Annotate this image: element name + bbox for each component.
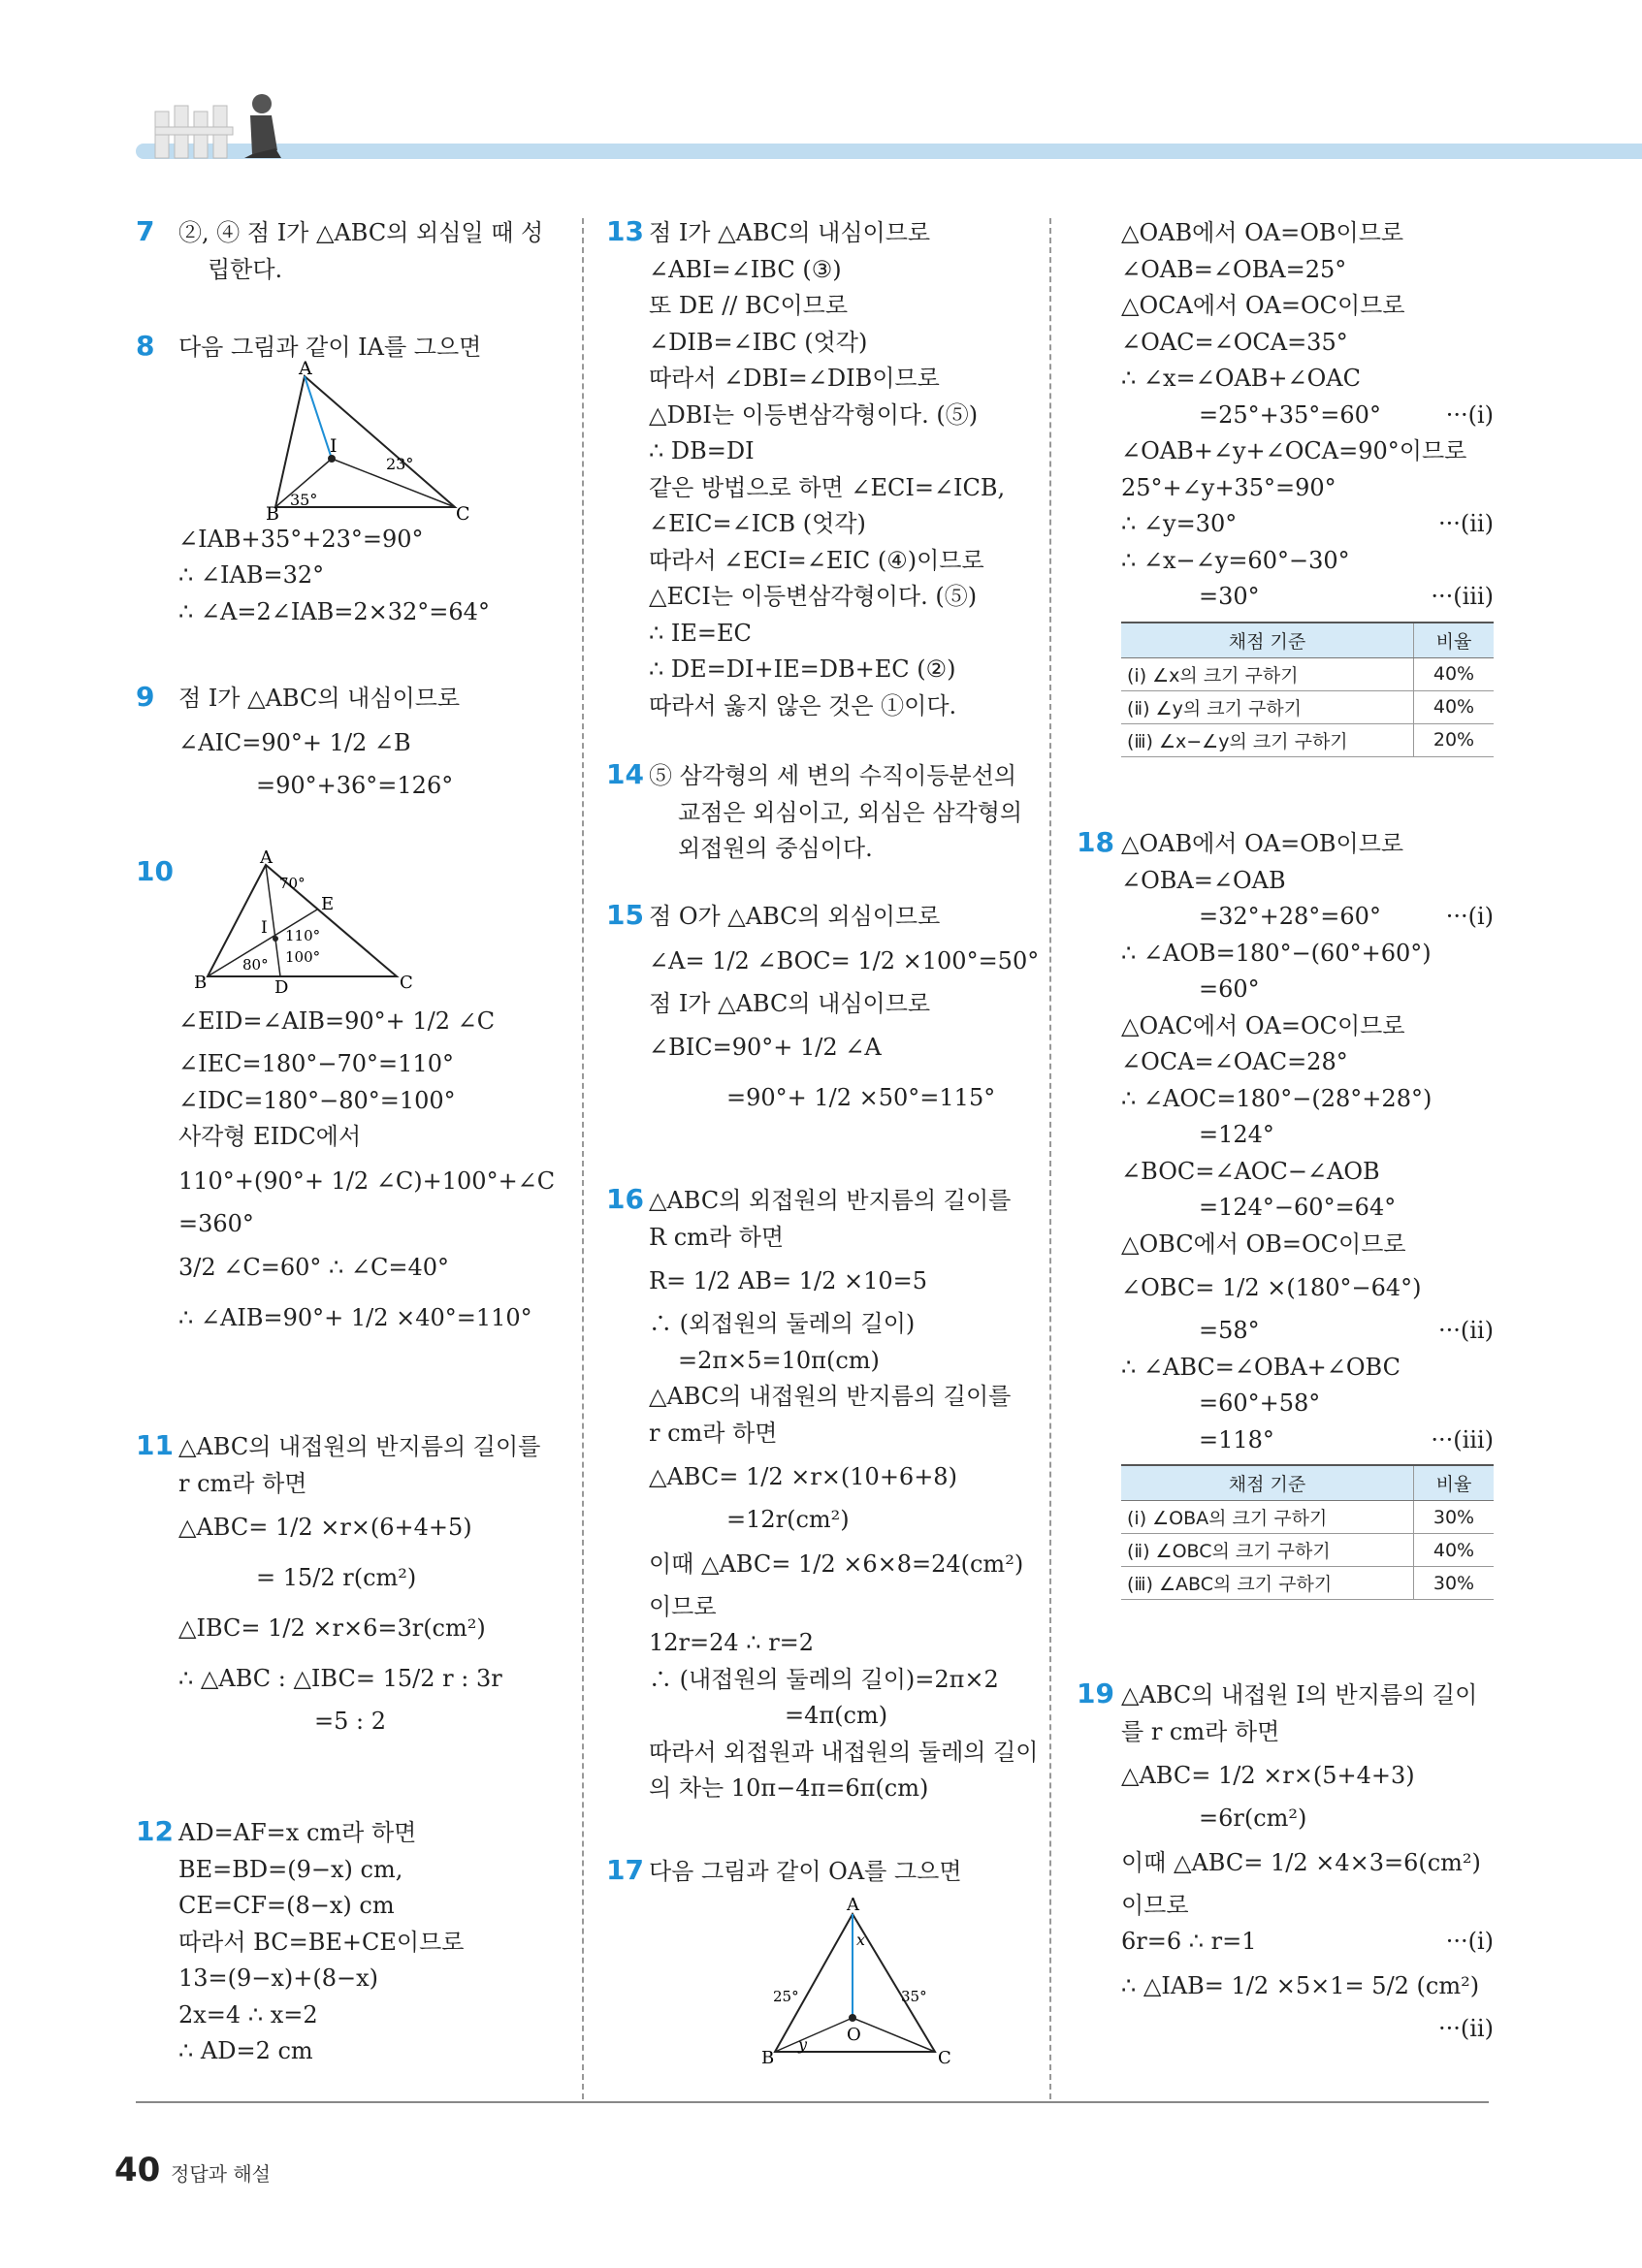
solution-line: =360° <box>178 1209 254 1237</box>
solution-line: ∴ ∠AOC=180°−(28°+28°) <box>1121 1084 1433 1112</box>
score-mark: ···(ⅲ) <box>1431 1425 1494 1453</box>
solution-line: 따라서 ∠ECI=∠EIC (④)이므로 <box>649 546 984 574</box>
solution-line: 이때 △ABC= 1/2 ×4×3=6(cm²) <box>1121 1848 1481 1876</box>
solution-line: ∴ (내접원의 둘레의 길이)=2π×2 <box>649 1665 999 1693</box>
angle-label: 23° <box>386 454 414 473</box>
vertex-label: I <box>261 918 268 938</box>
header-illustration <box>155 92 301 160</box>
vertex-label: E <box>321 894 335 914</box>
vertex-label: A <box>260 847 273 868</box>
solution-line: 다음 그림과 같이 IA를 그으면 <box>178 334 482 361</box>
score-mark: ···(ⅱ) <box>1438 510 1494 537</box>
solution-line: R= 1/2 AB= 1/2 ×10=5 <box>649 1267 928 1294</box>
vertex-label: A <box>299 357 312 379</box>
score-mark: ···(ⅱ) <box>1438 1317 1494 1344</box>
triangle-figure-10 <box>188 847 413 998</box>
solution-line: =5 : 2 <box>314 1708 386 1735</box>
triangle-figure-8 <box>266 357 479 525</box>
solution-line: ∠AIC=90°+ 1/2 ∠B <box>178 728 411 756</box>
solution-line: ∠EID=∠AIB=90°+ 1/2 ∠C <box>178 1007 496 1035</box>
solution-line: ∴ (외접원의 둘레의 길이) <box>649 1310 916 1337</box>
solution-line: 교점은 외심이고, 외심은 삼각형의 <box>678 798 1023 826</box>
problem-number: 10 <box>136 855 174 887</box>
problem-17-continued <box>1077 215 1494 757</box>
solution-line: 이므로 <box>1121 1891 1189 1919</box>
solution-line: 점 O가 △ABC의 외심이므로 <box>649 903 941 930</box>
page-label: 정답과 해설 <box>171 2162 271 2186</box>
problem-16 <box>606 1183 1039 1807</box>
solution-line: BE=BD=(9−x) cm, <box>178 1855 403 1883</box>
problem-number: 18 <box>1077 826 1114 858</box>
problem-13 <box>606 215 1023 724</box>
problem-8 <box>136 330 563 630</box>
solution-line: △OBC에서 OB=OC이므로 <box>1121 1230 1406 1258</box>
score-mark: ···(ⅰ) <box>1445 1928 1494 1955</box>
solution-line: 립한다. <box>208 255 283 283</box>
vertex-label: C <box>400 973 413 993</box>
solution-line: ∴ DE=DI+IE=DB+EC (②) <box>649 655 956 683</box>
solution-line: =60° <box>1199 975 1260 1003</box>
solution-line: 또 DE // BC이므로 <box>649 292 849 319</box>
solution-line: r cm라 하면 <box>178 1469 307 1497</box>
solution-line: ∴ IE=EC <box>649 619 752 647</box>
table-row: (ⅰ) ∠x의 크기 구하기 40% <box>1121 657 1494 690</box>
solution-line: =4π(cm) <box>785 1702 888 1729</box>
table-row: (ⅲ) ∠ABC의 크기 구하기 30% <box>1121 1567 1494 1600</box>
solution-line: 3/2 ∠C=60° ∴ ∠C=40° <box>178 1254 450 1281</box>
solution-line: △ABC의 외접원의 반지름의 길이를 <box>649 1187 1012 1214</box>
scoring-table-17 <box>1121 622 1494 757</box>
solution-line: CE=CF=(8−x) cm <box>178 1892 395 1919</box>
angle-label: x <box>856 1930 866 1949</box>
table-header: 채점 기준 <box>1121 623 1414 658</box>
table-header: 비율 <box>1414 623 1495 658</box>
solution-line: ∠IEC=180°−70°=110° <box>178 1050 454 1077</box>
vertex-label: B <box>266 502 279 525</box>
score-mark: ···(ⅱ) <box>1438 2014 1494 2042</box>
problem-17 <box>606 1854 1023 2066</box>
solution-line: R cm라 하면 <box>649 1223 785 1251</box>
solution-line: =30° <box>1199 583 1260 610</box>
solution-line: ∠EIC=∠ICB (엇각) <box>649 510 866 537</box>
solution-line: =118° <box>1199 1425 1274 1453</box>
solution-line: ∠BOC=∠AOC−∠AOB <box>1121 1157 1380 1185</box>
table-row: (ⅱ) ∠OBC의 크기 구하기 40% <box>1121 1534 1494 1567</box>
table-header: 채점 기준 <box>1121 1465 1414 1501</box>
solution-line: =124° <box>1199 1121 1274 1148</box>
solution-line: ∴ ∠A=2∠IAB=2×32°=64° <box>178 597 490 625</box>
problem-12 <box>136 1815 563 2070</box>
solution-line: ∠ABI=∠IBC (③) <box>649 255 842 283</box>
solution-line: =90°+ 1/2 ×50°=115° <box>726 1084 996 1111</box>
vertex-label: A <box>847 1894 859 1915</box>
score-mark: ···(ⅰ) <box>1445 903 1494 930</box>
solution-line: ∠OBA=∠OAB <box>1121 866 1286 894</box>
solution-line: 를 r cm라 하면 <box>1121 1717 1280 1745</box>
vertex-label: B <box>761 2047 775 2068</box>
angle-label: y <box>798 2034 808 2054</box>
score-mark: ···(ⅰ) <box>1445 400 1494 429</box>
solution-line: ∴ DB=DI <box>649 437 755 464</box>
solution-line: 외접원의 중심이다. <box>678 835 873 862</box>
solution-line: =32°+28°=60° <box>1199 903 1381 930</box>
solution-line: ∠A= 1/2 ∠BOC= 1/2 ×100°=50° <box>649 946 1040 974</box>
solution-line: 6r=6 ∴ r=1 <box>1121 1928 1257 1955</box>
page-number: 40 <box>114 2151 161 2189</box>
solution-line: 따라서 ∠DBI=∠DIB이므로 <box>649 365 940 392</box>
vertex-label: O <box>847 2024 861 2045</box>
angle-label: 35° <box>290 490 318 509</box>
solution-line: 점 I가 △ABC의 내심이므로 <box>649 219 931 246</box>
solution-line: =12r(cm²) <box>726 1506 850 1533</box>
solution-line: =25°+35°=60° <box>1199 400 1381 429</box>
vertex-label: C <box>456 502 470 525</box>
scoring-table-18 <box>1121 1464 1494 1600</box>
solution-line: 다음 그림과 같이 OA를 그으면 <box>649 1858 962 1885</box>
problem-19 <box>1077 1677 1494 2047</box>
table-row: (ⅲ) ∠x−∠y의 크기 구하기 20% <box>1121 723 1494 756</box>
solution-line: 따라서 BC=BE+CE이므로 <box>178 1928 465 1956</box>
solution-line: △ABC= 1/2 ×r×(6+4+5) <box>178 1514 472 1541</box>
angle-label: 70° <box>279 875 306 892</box>
score-mark: ···(ⅲ) <box>1431 583 1494 610</box>
table-row: (ⅱ) ∠y의 크기 구하기 40% <box>1121 690 1494 723</box>
solution-line: 점 I가 △ABC의 내심이므로 <box>178 685 461 712</box>
angle-label: 35° <box>901 1987 927 2005</box>
table-header: 비율 <box>1414 1465 1495 1501</box>
problem-number: 13 <box>606 215 644 247</box>
problem-number: 17 <box>606 1854 644 1886</box>
problem-number: 14 <box>606 758 644 790</box>
solution-line: △DBI는 이등변삼각형이다. (⑤) <box>649 400 979 429</box>
solution-line: ∴ △IAB= 1/2 ×5×1= 5/2 (cm²) <box>1121 1971 1480 1999</box>
problem-15 <box>606 899 1040 1123</box>
solution-line: ∴ ∠x−∠y=60°−30° <box>1121 546 1350 574</box>
solution-line: 따라서 옳지 않은 것은 ①이다. <box>649 691 957 719</box>
solution-line: △OAC에서 OA=OC이므로 <box>1121 1011 1405 1039</box>
problem-10 <box>136 847 563 1343</box>
table-row: (ⅰ) ∠OBA의 크기 구하기 30% <box>1121 1501 1494 1534</box>
solution-line: = 15/2 r(cm²) <box>256 1564 417 1591</box>
problem-number: 12 <box>136 1815 174 1847</box>
vertex-label: B <box>194 973 208 993</box>
problem-7 <box>136 215 563 288</box>
solution-line: =6r(cm²) <box>1199 1805 1307 1832</box>
solution-line: ∴ ∠ABC=∠OBA+∠OBC <box>1121 1353 1401 1381</box>
solution-line: ②, ④ 점 I가 △ABC의 외심일 때 성 <box>178 219 544 246</box>
triangle-figure-17 <box>756 1894 969 2068</box>
solution-line: △ABC= 1/2 ×r×(10+6+8) <box>649 1463 957 1490</box>
solution-line: =60°+58° <box>1199 1390 1321 1417</box>
solution-line: 110°+(90°+ 1/2 ∠C)+100°+∠C <box>178 1166 556 1195</box>
problem-9 <box>136 681 563 804</box>
solution-line: 사각형 EIDC에서 <box>178 1123 362 1150</box>
problem-number: 16 <box>606 1183 644 1215</box>
solution-line: 이므로 <box>649 1592 717 1620</box>
column-divider <box>1049 218 1051 2099</box>
solution-line: ∴ ∠x=∠OAB+∠OAC <box>1121 365 1361 392</box>
solution-line: ∴ ∠AOB=180°−(60°+60°) <box>1121 939 1432 967</box>
solution-line: 따라서 외접원과 내접원의 둘레의 길이 <box>649 1738 1039 1766</box>
header-bar <box>136 144 1642 159</box>
solution-line: ∠DIB=∠IBC (엇각) <box>649 328 868 356</box>
problem-number: 9 <box>136 681 155 713</box>
solution-line: ∴ ∠IAB=32° <box>178 561 325 589</box>
problem-number: 11 <box>136 1429 174 1461</box>
solution-line: 의 차는 10π−4π=6π(cm) <box>649 1774 929 1802</box>
solution-line: =124°−60°=64° <box>1199 1194 1397 1221</box>
solution-line: △ABC의 내접원의 반지름의 길이를 <box>649 1383 1012 1410</box>
solution-line: △OAB에서 OA=OB이므로 <box>1121 219 1404 246</box>
solution-line: 같은 방법으로 하면 ∠ECI=∠ICB, <box>649 473 1006 501</box>
problem-14 <box>606 758 1023 868</box>
solution-line: △IBC= 1/2 ×r×6=3r(cm²) <box>178 1614 486 1642</box>
solution-line: 2x=4 ∴ x=2 <box>178 2000 318 2028</box>
solution-line: AD=AF=x cm라 하면 <box>178 1819 417 1846</box>
angle-label: 25° <box>773 1987 799 2005</box>
solution-line: ∠OBC= 1/2 ×(180°−64°) <box>1121 1274 1422 1301</box>
solution-line: ∴ ∠AIB=90°+ 1/2 ×40°=110° <box>178 1304 532 1331</box>
vertex-label: C <box>938 2047 951 2068</box>
solution-line: ∴ AD=2 cm <box>178 2037 313 2064</box>
problem-18 <box>1077 826 1494 1600</box>
solution-line: △ABC의 내접원 I의 반지름의 길이 <box>1121 1681 1478 1709</box>
solution-line: ∠IAB+35°+23°=90° <box>178 525 424 553</box>
solution-line: ∠BIC=90°+ 1/2 ∠A <box>649 1034 882 1061</box>
solution-line: ∠IDC=180°−80°=100° <box>178 1086 456 1114</box>
solution-line: △ABC의 내접원의 반지름의 길이를 <box>178 1433 541 1460</box>
solution-line: ∠OAB=∠OBA=25° <box>1121 255 1347 283</box>
solution-line: ∴ △ABC : △IBC= 15/2 r : 3r <box>178 1665 502 1692</box>
solution-line: 25°+∠y+35°=90° <box>1121 473 1336 501</box>
solution-line: 12r=24 ∴ r=2 <box>649 1629 815 1656</box>
vertex-label: D <box>274 977 289 998</box>
angle-label: 100° <box>285 948 321 966</box>
solution-line: 13=(9−x)+(8−x) <box>178 1965 379 1992</box>
solution-line: △ABC= 1/2 ×r×(5+4+3) <box>1121 1762 1415 1789</box>
footer-rule <box>136 2101 1489 2103</box>
solution-line: ∠OAB+∠y+∠OCA=90°이므로 <box>1121 437 1467 464</box>
solution-line: =2π×5=10π(cm) <box>678 1346 880 1374</box>
solution-line: △OAB에서 OA=OB이므로 <box>1121 830 1404 857</box>
solution-line: =90°+36°=126° <box>256 771 454 799</box>
solution-line: 이때 △ABC= 1/2 ×6×8=24(cm²) <box>649 1549 1024 1578</box>
vertex-label: I <box>330 434 338 457</box>
solution-line: r cm라 하면 <box>649 1419 778 1447</box>
solution-line: =58° <box>1199 1317 1260 1344</box>
solution-line: ∠OCA=∠OAC=28° <box>1121 1048 1348 1075</box>
column-divider <box>582 218 584 2099</box>
problem-number: 15 <box>606 899 644 931</box>
solution-line: △OCA에서 OA=OC이므로 <box>1121 292 1405 319</box>
solution-line: 점 I가 △ABC의 내심이므로 <box>649 989 931 1017</box>
solution-line: ∴ ∠y=30° <box>1121 510 1238 537</box>
problem-number: 7 <box>136 215 155 247</box>
solution-line: ∠OAC=∠OCA=35° <box>1121 328 1348 356</box>
solution-line: △ECI는 이등변삼각형이다. (⑤) <box>649 583 978 610</box>
problem-number: 19 <box>1077 1677 1114 1709</box>
problem-11 <box>136 1429 563 1741</box>
angle-label: 80° <box>242 956 269 974</box>
solution-line: ⑤ 삼각형의 세 변의 수직이등분선의 <box>649 762 1017 789</box>
problem-number: 8 <box>136 330 155 362</box>
angle-label: 110° <box>285 927 321 944</box>
